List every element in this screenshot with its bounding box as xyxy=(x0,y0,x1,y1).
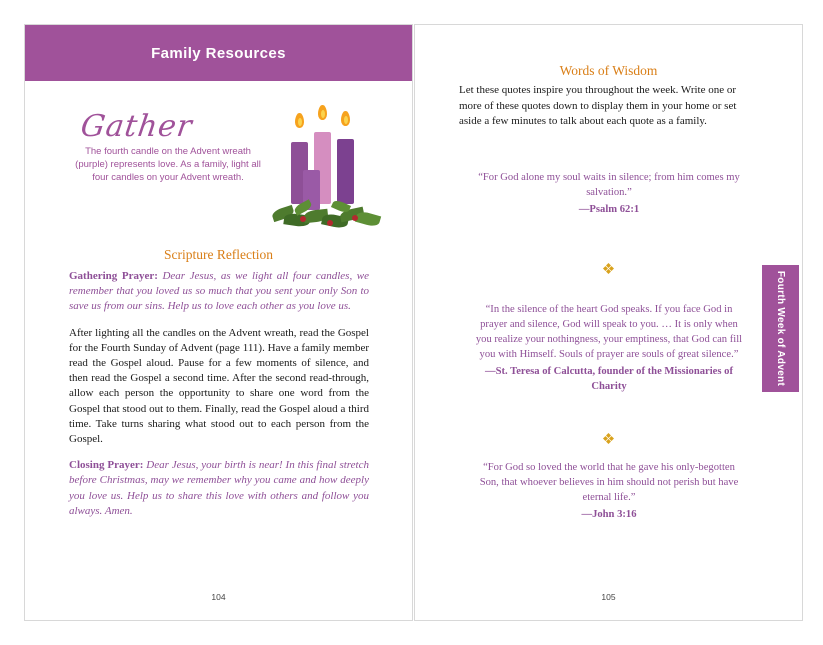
candle-purple-right xyxy=(337,139,354,204)
evergreen-wreath xyxy=(270,196,390,230)
page-number-left: 104 xyxy=(211,592,226,602)
gather-script-word xyxy=(78,109,195,144)
candle-flame-icon xyxy=(295,113,304,128)
quote-text: “In the silence of the heart God speaks. If you face God in prayer and silence, God will speak to you. … It is only when you realize your nothingness, your emptiness, that God can fill you with Himself. Souls of prayer are souls of great silence.” xyxy=(475,304,743,360)
quote-attribution: —John 3:16 xyxy=(581,509,637,520)
candle-flame-icon xyxy=(341,111,350,126)
gather-caption: The fourth candle on the Advent wreath (purple) represents love. As a family, light all four candles on your Advent wreath. xyxy=(75,146,261,183)
quote-attribution: —St. Teresa of Calcutta, founder of the Missionaries of Charity xyxy=(485,366,733,392)
closing-prayer-label: Closing Prayer: xyxy=(69,459,144,472)
page-number-right: 105 xyxy=(601,592,616,602)
diamond-divider-icon: ❖ xyxy=(601,262,616,278)
quote-attribution: —Psalm 62:1 xyxy=(578,204,640,215)
quote-item xyxy=(473,170,745,217)
words-of-wisdom-heading: Words of Wisdom xyxy=(559,63,658,78)
left-page-body xyxy=(69,269,369,530)
gather-section xyxy=(25,87,412,237)
thumb-tab-label: Fourth Week of Advent xyxy=(775,270,787,387)
quote-text: “For God so loved the world that he gave his only-begotten Son, that whoever believes in him should not perish but have eternal life.” xyxy=(479,462,739,503)
quote-item xyxy=(473,302,745,394)
right-page xyxy=(414,24,803,621)
words-of-wisdom-intro: Let these quotes inspire you throughout the week. Write one or more of these quotes down to display them in your home or set aside a few minutes to talk about each quote as a family. xyxy=(459,84,737,127)
section-thumb-tab xyxy=(762,265,799,392)
left-page xyxy=(24,24,413,621)
page-title: Family Resources xyxy=(151,44,286,62)
gathering-prayer-paragraph xyxy=(69,269,369,315)
gather-word-text: Gather xyxy=(78,109,195,144)
instruction-paragraph: After lighting all the candles on the Advent wreath, read the Gospel for the Fourth Sunday of Advent (page 111). Have a family member read the Gospel aloud. Pause for a few moments of silence, and then read the Gospel a second time. After the second read-through, allow each person the opportunity to share one word from the Gospel that stood out to them. Finally, read the Gospel aloud a third time. Take turns sharing what stood out to each person from the Gospel. xyxy=(69,326,369,446)
scripture-reflection-heading: Scripture Reflection xyxy=(163,247,274,262)
candle-flame-icon xyxy=(318,105,327,120)
closing-prayer-text: Dear Jesus, your birth is near! In this final stretch before Christmas, may we remember why you came and how deeply you love us. Help us to share this love with others and follow you always. Amen. xyxy=(69,459,369,517)
quote-item xyxy=(473,460,745,522)
gathering-prayer-label: Gathering Prayer: xyxy=(69,270,158,282)
page-header-band xyxy=(25,25,412,81)
diamond-divider-icon: ❖ xyxy=(601,432,616,448)
advent-wreath-illustration xyxy=(270,105,390,230)
closing-prayer-paragraph xyxy=(69,458,369,519)
gathering-prayer-text: Dear Jesus, as we light all four candles, we remember that you loved us so much that you sent your only Son to save us from our sins. Help us to love each other as you love us. xyxy=(69,270,369,313)
quote-text: “For God alone my soul waits in silence; from him comes my salvation.” xyxy=(478,172,740,198)
